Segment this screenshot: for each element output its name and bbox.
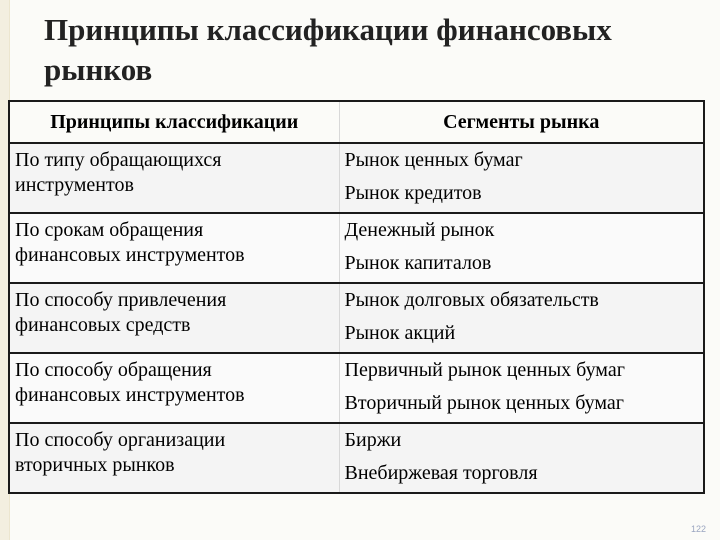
segment-item: Рынок капиталов (344, 252, 492, 274)
principle-line: финансовых инструментов (15, 384, 245, 406)
segment-item: Денежный рынок (344, 219, 495, 241)
principle-line: инструментов (15, 174, 134, 196)
slide-title: Принципы классификации финансовых рынков (44, 12, 612, 87)
segment-item: Рынок долговых обязательств (344, 289, 599, 311)
table-row (9, 353, 704, 423)
segment-item: Рынок ценных бумаг (344, 149, 523, 171)
segment-item: Первичный рынок ценных бумаг (344, 359, 625, 381)
segments-cell (339, 213, 704, 283)
segment-item: Рынок кредитов (344, 182, 482, 204)
segments-cell (339, 283, 704, 353)
header-segments: Сегменты рынка (339, 101, 704, 143)
principle-line: финансовых средств (15, 314, 191, 336)
principle-cell (9, 143, 339, 213)
header-principles: Принципы классификации (9, 101, 339, 143)
segment-item: Вторичный рынок ценных бумаг (344, 392, 624, 414)
principle-cell (9, 213, 339, 283)
table-header-row (9, 101, 704, 143)
table-row (9, 213, 704, 283)
segments-cell (339, 143, 704, 213)
principle-cell (9, 283, 339, 353)
table-row (9, 423, 704, 493)
principle-line: По срокам обращения (15, 219, 204, 241)
table-row (9, 143, 704, 213)
segment-item: Биржи (344, 429, 402, 451)
principle-line: По способу привлечения (15, 289, 227, 311)
segment-item: Рынок акций (344, 322, 456, 344)
principle-line: По способу обращения (15, 359, 212, 381)
page-number: 122 (690, 524, 706, 534)
principle-line: вторичных рынков (15, 454, 175, 476)
table-row (9, 283, 704, 353)
segments-cell (339, 423, 704, 493)
principle-line: По типу обращающихся (15, 149, 222, 171)
segment-item: Внебиржевая торговля (344, 462, 538, 484)
principle-line: финансовых инструментов (15, 244, 245, 266)
principle-line: По способу организации (15, 429, 226, 451)
classification-table (8, 100, 705, 494)
principle-cell (9, 353, 339, 423)
principle-cell (9, 423, 339, 493)
segments-cell (339, 353, 704, 423)
